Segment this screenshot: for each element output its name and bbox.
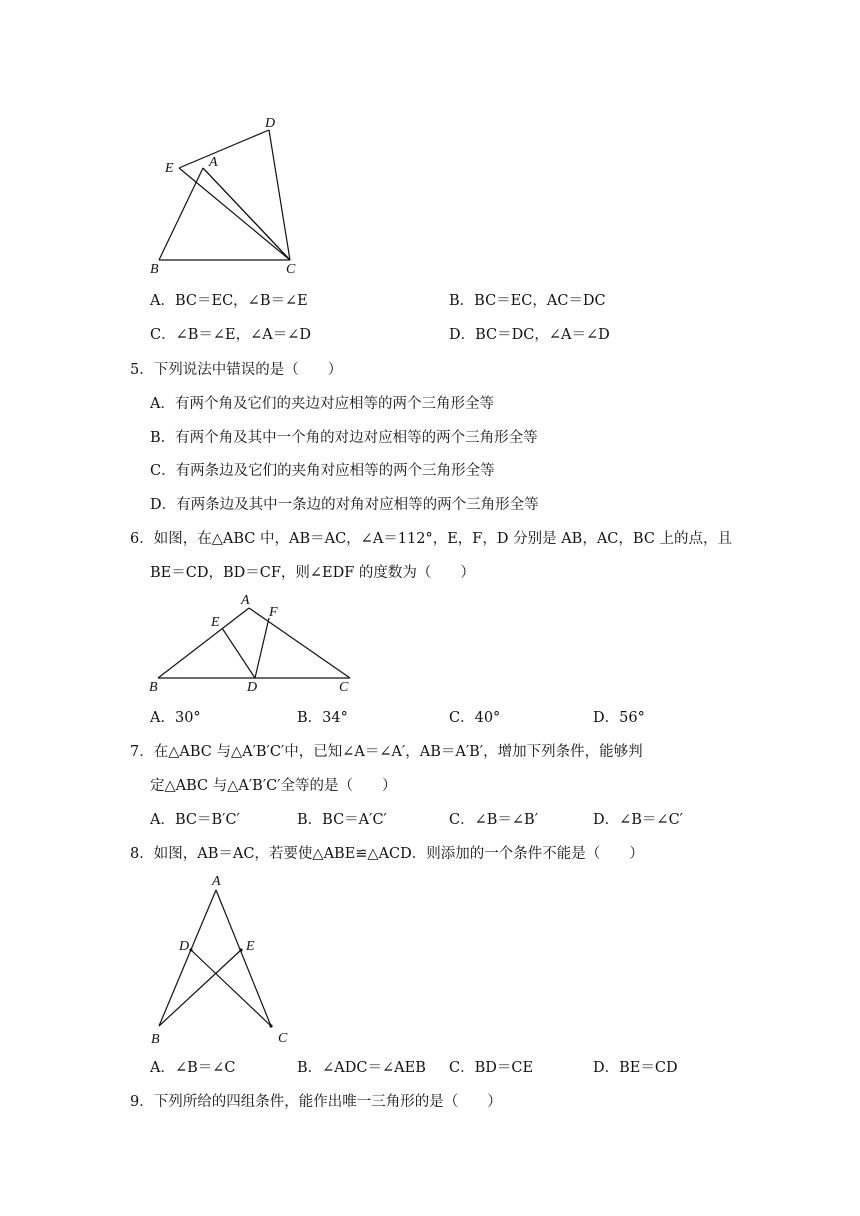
q4-option-d[interactable]: D．BC＝DC，∠A＝∠D — [449, 327, 610, 343]
label-E: E — [165, 161, 174, 176]
q8-label-D: D — [179, 939, 190, 954]
q8-point-C — [269, 1024, 272, 1027]
q8-label-B: B — [151, 1032, 160, 1047]
q8-label-A: A — [212, 874, 221, 889]
q6-label-B: B — [149, 680, 158, 695]
q5-option-c[interactable]: C．有两条边及它们的夹角对应相等的两个三角形全等 — [150, 463, 495, 479]
q8-option-a[interactable]: A．∠B＝∠C — [150, 1060, 236, 1076]
q6-option-d[interactable]: D．56° — [593, 710, 645, 726]
q8-option-b[interactable]: B．∠ADC＝∠AEB — [297, 1060, 426, 1076]
q8-point-E — [239, 948, 242, 951]
q5-stem: 5．下列说法中错误的是（ ） — [130, 362, 343, 378]
q4-option-a[interactable]: A．BC＝EC，∠B＝∠E — [150, 293, 308, 309]
label-C: C — [286, 262, 296, 277]
figure-q8 — [145, 870, 305, 1050]
q4-option-b[interactable]: B．BC＝EC，AC＝DC — [449, 293, 606, 309]
label-B: B — [150, 262, 159, 277]
q6-stem-line2: BE＝CD，BD＝CF，则∠EDF 的度数为（ ） — [150, 565, 475, 581]
figure-q6-svg — [145, 590, 365, 700]
q6-label-C: C — [339, 680, 349, 695]
q5-option-a[interactable]: A．有两个角及它们的夹边对应相等的两个三角形全等 — [150, 396, 494, 412]
q6-label-A: A — [241, 593, 250, 608]
q6-option-c[interactable]: C．40° — [449, 710, 501, 726]
q7-option-d[interactable]: D．∠B＝∠C′ — [593, 812, 683, 828]
q7-option-c[interactable]: C．∠B＝∠B′ — [449, 812, 538, 828]
q8-option-c[interactable]: C．BD＝CE — [449, 1060, 534, 1076]
figure-q6 — [145, 590, 365, 700]
q8-label-E: E — [246, 939, 255, 954]
q8-point-D — [189, 948, 192, 951]
q6-stem-line1: 6．如图，在△ABC 中，AB＝AC，∠A＝112°，E，F，D 分别是 AB，AC，BC 上的点，且 — [130, 531, 733, 547]
q6-label-F: F — [269, 605, 278, 620]
q7-option-b[interactable]: B．BC＝A′C′ — [297, 812, 387, 828]
q8-label-C: C — [278, 1031, 288, 1046]
q7-stem-line2: 定△ABC 与△A′B′C′全等的是（ ） — [150, 778, 397, 794]
q5-option-d[interactable]: D．有两条边及其中一条边的对角对应相等的两个三角形全等 — [150, 497, 539, 513]
q6-option-b[interactable]: B．34° — [297, 710, 348, 726]
figure-1 — [145, 110, 325, 280]
q6-label-E: E — [211, 615, 220, 630]
figure-1-svg — [145, 110, 325, 280]
label-A: A — [209, 155, 218, 170]
q7-option-a[interactable]: A．BC＝B′C′ — [150, 812, 240, 828]
q4-option-c[interactable]: C．∠B＝∠E，∠A＝∠D — [150, 327, 312, 343]
q8-option-d[interactable]: D．BE＝CD — [593, 1060, 678, 1076]
q5-option-b[interactable]: B．有两个角及其中一个角的对边对应相等的两个三角形全等 — [150, 430, 538, 446]
figure-q8-svg — [145, 870, 305, 1050]
q8-stem: 8．如图，AB＝AC，若要使△ABE≌△ACD．则添加的一个条件不能是（ ） — [130, 846, 644, 862]
q7-stem-line1: 7．在△ABC 与△A′B′C′中，已知∠A＝∠A′，AB＝A′B′，增加下列条件，能够判 — [130, 744, 643, 760]
q9-stem: 9．下列所给的四组条件，能作出唯一三角形的是（ ） — [130, 1094, 502, 1110]
label-D: D — [265, 116, 276, 131]
q6-option-a[interactable]: A．30° — [150, 710, 201, 726]
q6-label-D: D — [247, 680, 258, 695]
